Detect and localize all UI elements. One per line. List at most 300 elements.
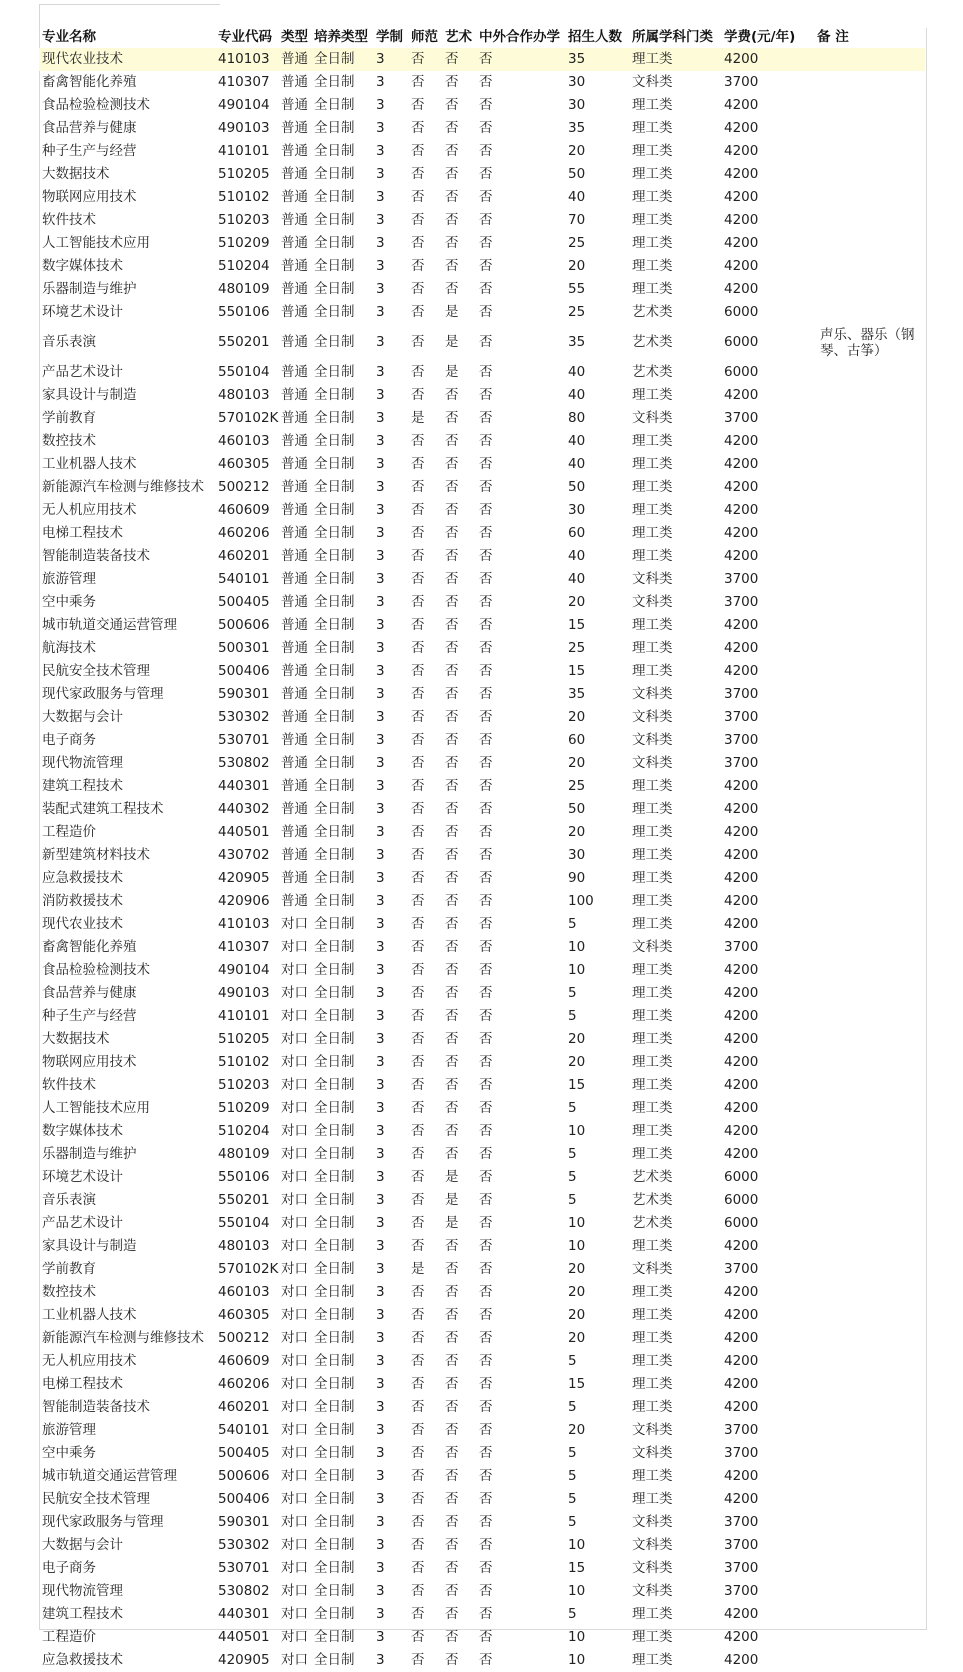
cell-column-type[interactable]: 普通 xyxy=(281,479,308,495)
cell-column-art[interactable]: 否 xyxy=(445,1031,459,1047)
cell-column-training[interactable]: 全日制 xyxy=(314,1261,355,1277)
cell-column-category[interactable]: 文科类 xyxy=(632,1583,673,1599)
cell-column-note[interactable] xyxy=(814,209,925,232)
cell-column-fee[interactable]: 4200 xyxy=(724,548,759,564)
cell-column-training[interactable]: 全日制 xyxy=(314,456,355,472)
cell-column-art[interactable]: 否 xyxy=(445,456,459,472)
cell-column-fee[interactable]: 4200 xyxy=(724,617,759,633)
table-row[interactable] xyxy=(39,637,925,660)
cell-column-art[interactable]: 否 xyxy=(445,120,459,136)
cell-column-fee[interactable]: 4200 xyxy=(724,212,759,228)
cell-column-category[interactable]: 文科类 xyxy=(632,594,673,610)
cell-column-quota[interactable]: 5 xyxy=(568,1468,577,1484)
cell-column-code[interactable]: 510205 xyxy=(218,166,270,182)
cell-column-art[interactable]: 否 xyxy=(445,801,459,817)
cell-column-duration[interactable]: 3 xyxy=(376,1261,385,1277)
cell-column-name[interactable]: 畜禽智能化养殖 xyxy=(42,74,137,90)
cell-column-category[interactable]: 理工类 xyxy=(632,1629,673,1645)
cell-column-fee[interactable]: 3700 xyxy=(724,1445,759,1461)
cell-column-art[interactable]: 是 xyxy=(445,334,459,350)
cell-column-code[interactable]: 500405 xyxy=(218,1445,270,1461)
table-row[interactable] xyxy=(39,163,925,186)
cell-column-code[interactable]: 550104 xyxy=(218,1215,270,1231)
cell-column-art[interactable]: 否 xyxy=(445,571,459,587)
cell-column-fee[interactable]: 4200 xyxy=(724,1307,759,1323)
table-row[interactable] xyxy=(39,232,925,255)
cell-column-duration[interactable]: 3 xyxy=(376,1376,385,1392)
cell-column-art[interactable]: 否 xyxy=(445,1560,459,1576)
cell-column-note[interactable] xyxy=(814,163,925,186)
cell-column-art[interactable]: 否 xyxy=(445,258,459,274)
cell-column-name[interactable]: 学前教育 xyxy=(42,410,96,426)
cell-column-name[interactable]: 工业机器人技术 xyxy=(42,1307,137,1323)
cell-column-training[interactable]: 全日制 xyxy=(314,1146,355,1162)
cell-column-note[interactable] xyxy=(814,430,925,453)
cell-column-training[interactable]: 全日制 xyxy=(314,847,355,863)
cell-column-fee[interactable]: 4200 xyxy=(724,1054,759,1070)
cell-column-quota[interactable]: 5 xyxy=(568,1514,577,1530)
table-row[interactable] xyxy=(39,752,925,775)
cell-column-duration[interactable]: 3 xyxy=(376,120,385,136)
cell-column-type[interactable]: 普通 xyxy=(281,433,308,449)
cell-column-note[interactable] xyxy=(814,729,925,752)
cell-column-fee[interactable]: 4200 xyxy=(724,1491,759,1507)
cell-column-code[interactable]: 510204 xyxy=(218,1123,270,1139)
cell-column-quota[interactable]: 10 xyxy=(568,1583,586,1599)
cell-column-training[interactable]: 全日制 xyxy=(314,985,355,1001)
cell-column-type[interactable]: 对口 xyxy=(281,1422,308,1438)
cell-column-type[interactable]: 普通 xyxy=(281,334,308,350)
cell-column-art[interactable]: 否 xyxy=(445,686,459,702)
cell-column-type[interactable]: 对口 xyxy=(281,1376,308,1392)
cell-column-category[interactable]: 理工类 xyxy=(632,1353,673,1369)
cell-column-code[interactable]: 510102 xyxy=(218,1054,270,1070)
cell-column-duration[interactable]: 3 xyxy=(376,212,385,228)
cell-column-duration[interactable]: 3 xyxy=(376,962,385,978)
cell-column-art[interactable]: 否 xyxy=(445,1514,459,1530)
cell-column-training[interactable]: 全日制 xyxy=(314,1077,355,1093)
cell-column-duration[interactable]: 3 xyxy=(376,1100,385,1116)
cell-column-quota[interactable]: 5 xyxy=(568,1606,577,1622)
cell-column-note[interactable] xyxy=(814,1373,925,1396)
cell-column-category[interactable]: 理工类 xyxy=(632,801,673,817)
cell-column-type[interactable]: 普通 xyxy=(281,143,308,159)
cell-column-code[interactable]: 530802 xyxy=(218,755,270,771)
cell-column-duration[interactable]: 3 xyxy=(376,479,385,495)
cell-column-quota[interactable]: 25 xyxy=(568,304,586,320)
cell-column-duration[interactable]: 3 xyxy=(376,1422,385,1438)
cell-column-category[interactable]: 文科类 xyxy=(632,709,673,725)
cell-column-name[interactable]: 环境艺术设计 xyxy=(42,1169,123,1185)
cell-column-note[interactable] xyxy=(814,1603,925,1626)
cell-column-name[interactable]: 工业机器人技术 xyxy=(42,456,137,472)
cell-column-type[interactable]: 普通 xyxy=(278,48,311,71)
cell-column-name[interactable]: 家具设计与制造 xyxy=(42,387,137,403)
cell-column-note[interactable] xyxy=(814,140,925,163)
cell-column-name[interactable]: 空中乘务 xyxy=(42,594,96,610)
cell-column-training[interactable]: 全日制 xyxy=(314,1606,355,1622)
cell-column-code[interactable]: 460206 xyxy=(218,525,270,541)
cell-column-code[interactable]: 500212 xyxy=(218,479,270,495)
cell-column-normal[interactable]: 否 xyxy=(411,304,425,320)
table-row[interactable] xyxy=(39,775,925,798)
cell-column-quota[interactable]: 20 xyxy=(568,1284,586,1300)
cell-column-fee[interactable]: 4200 xyxy=(724,235,759,251)
cell-column-code[interactable]: 510209 xyxy=(218,1100,270,1116)
cell-column-normal[interactable]: 否 xyxy=(411,1238,425,1254)
cell-column-sino-foreign[interactable]: 否 xyxy=(479,189,493,205)
cell-column-category[interactable]: 理工类 xyxy=(632,1491,673,1507)
cell-column-category[interactable]: 理工类 xyxy=(632,962,673,978)
cell-column-training[interactable]: 全日制 xyxy=(314,1537,355,1553)
cell-column-art[interactable]: 否 xyxy=(445,433,459,449)
cell-column-category[interactable]: 理工类 xyxy=(632,893,673,909)
cell-column-quota[interactable]: 5 xyxy=(568,1169,577,1185)
cell-column-note[interactable] xyxy=(814,453,925,476)
cell-column-training[interactable]: 全日制 xyxy=(314,893,355,909)
cell-column-sino-foreign[interactable]: 否 xyxy=(479,334,493,350)
cell-column-training[interactable]: 全日制 xyxy=(314,479,355,495)
cell-column-sino-foreign[interactable]: 否 xyxy=(479,364,493,380)
cell-column-code[interactable]: 500212 xyxy=(218,1330,270,1346)
cell-column-note[interactable] xyxy=(814,1649,925,1672)
cell-column-sino-foreign[interactable]: 否 xyxy=(479,456,493,472)
cell-column-note[interactable] xyxy=(814,614,925,637)
cell-column-fee[interactable]: 4200 xyxy=(724,258,759,274)
cell-column-art[interactable]: 否 xyxy=(445,663,459,679)
cell-column-fee[interactable]: 4200 xyxy=(724,1376,759,1392)
cell-column-category[interactable]: 文科类 xyxy=(632,1537,673,1553)
cell-column-note[interactable] xyxy=(814,913,925,936)
cell-column-type[interactable]: 对口 xyxy=(281,1284,308,1300)
cell-column-type[interactable]: 对口 xyxy=(281,1169,308,1185)
cell-column-category[interactable]: 文科类 xyxy=(632,686,673,702)
cell-column-type[interactable]: 普通 xyxy=(281,594,308,610)
table-row[interactable] xyxy=(39,301,925,324)
cell-column-normal[interactable]: 否 xyxy=(411,166,425,182)
cell-column-duration[interactable]: 3 xyxy=(376,143,385,159)
cell-column-quota[interactable]: 5 xyxy=(568,1445,577,1461)
cell-column-name[interactable]: 空中乘务 xyxy=(42,1445,96,1461)
table-row[interactable] xyxy=(39,1235,925,1258)
header-column-art[interactable]: 艺术 xyxy=(445,28,472,45)
cell-column-normal[interactable]: 否 xyxy=(411,709,425,725)
cell-column-type[interactable]: 普通 xyxy=(281,824,308,840)
cell-column-sino-foreign[interactable]: 否 xyxy=(479,1192,493,1208)
cell-column-code[interactable]: 510102 xyxy=(218,189,270,205)
cell-column-training[interactable]: 全日制 xyxy=(314,709,355,725)
cell-column-sino-foreign[interactable]: 否 xyxy=(479,1583,493,1599)
cell-column-quota[interactable]: 20 xyxy=(568,824,586,840)
table-row[interactable] xyxy=(39,1143,925,1166)
cell-column-quota[interactable]: 20 xyxy=(568,755,586,771)
cell-column-sino-foreign[interactable]: 否 xyxy=(479,1330,493,1346)
cell-column-fee[interactable]: 4200 xyxy=(724,1399,759,1415)
cell-column-type[interactable]: 对口 xyxy=(281,1652,308,1668)
cell-column-duration[interactable]: 3 xyxy=(376,1629,385,1645)
cell-column-art[interactable]: 是 xyxy=(445,364,459,380)
table-row[interactable] xyxy=(39,1281,925,1304)
cell-column-category[interactable]: 理工类 xyxy=(632,525,673,541)
cell-column-duration[interactable]: 3 xyxy=(376,410,385,426)
cell-column-code[interactable]: 540101 xyxy=(218,571,270,587)
cell-column-art[interactable]: 否 xyxy=(445,281,459,297)
cell-column-duration[interactable]: 3 xyxy=(376,1491,385,1507)
cell-column-name[interactable]: 建筑工程技术 xyxy=(42,1606,123,1622)
cell-column-note[interactable] xyxy=(814,1465,925,1488)
cell-column-quota[interactable]: 20 xyxy=(568,258,586,274)
cell-column-fee[interactable]: 4200 xyxy=(724,640,759,656)
cell-column-sino-foreign[interactable]: 否 xyxy=(479,212,493,228)
cell-column-duration[interactable]: 3 xyxy=(376,1307,385,1323)
cell-column-art[interactable]: 否 xyxy=(445,1376,459,1392)
cell-column-category[interactable]: 理工类 xyxy=(632,1376,673,1392)
cell-column-code[interactable]: 550201 xyxy=(218,334,270,350)
cell-column-name[interactable]: 软件技术 xyxy=(42,1077,96,1093)
cell-column-training[interactable]: 全日制 xyxy=(314,686,355,702)
cell-column-sino-foreign[interactable]: 否 xyxy=(479,304,493,320)
table-row[interactable] xyxy=(39,117,925,140)
cell-column-duration[interactable]: 3 xyxy=(376,1606,385,1622)
cell-column-art[interactable]: 否 xyxy=(445,1353,459,1369)
cell-column-training[interactable]: 全日制 xyxy=(314,1560,355,1576)
cell-column-code[interactable]: 460103 xyxy=(218,433,270,449)
cell-column-sino-foreign[interactable]: 否 xyxy=(479,548,493,564)
cell-column-name[interactable]: 城市轨道交通运营管理 xyxy=(42,1468,177,1484)
cell-column-name[interactable]: 物联网应用技术 xyxy=(42,1054,137,1070)
cell-column-note[interactable] xyxy=(814,232,925,255)
table-row[interactable] xyxy=(39,1396,925,1419)
cell-column-code[interactable]: 490104 xyxy=(218,962,270,978)
cell-column-note[interactable] xyxy=(814,683,925,706)
cell-column-sino-foreign[interactable]: 否 xyxy=(479,801,493,817)
cell-column-code[interactable]: 480109 xyxy=(218,1146,270,1162)
cell-column-training[interactable]: 全日制 xyxy=(314,1169,355,1185)
cell-column-type[interactable]: 对口 xyxy=(281,985,308,1001)
cell-column-name[interactable]: 航海技术 xyxy=(42,640,96,656)
cell-column-duration[interactable]: 3 xyxy=(376,686,385,702)
table-row[interactable] xyxy=(39,1442,925,1465)
cell-column-fee[interactable]: 4200 xyxy=(724,1606,759,1622)
cell-column-art[interactable]: 否 xyxy=(445,1146,459,1162)
cell-column-category[interactable]: 理工类 xyxy=(632,479,673,495)
cell-column-fee[interactable]: 3700 xyxy=(724,571,759,587)
cell-column-name[interactable]: 新型建筑材料技术 xyxy=(42,847,150,863)
table-row[interactable] xyxy=(39,545,925,568)
cell-column-quota[interactable]: 10 xyxy=(568,1537,586,1553)
cell-column-name[interactable]: 无人机应用技术 xyxy=(42,502,137,518)
table-row[interactable] xyxy=(39,186,925,209)
cell-column-sino-foreign[interactable]: 否 xyxy=(479,502,493,518)
cell-column-normal[interactable]: 否 xyxy=(411,189,425,205)
cell-column-duration[interactable]: 3 xyxy=(376,1353,385,1369)
cell-column-category[interactable]: 文科类 xyxy=(632,939,673,955)
table-row[interactable] xyxy=(39,361,925,384)
table-row[interactable] xyxy=(39,890,925,913)
table-row[interactable] xyxy=(39,1534,925,1557)
cell-column-training[interactable]: 全日制 xyxy=(314,143,355,159)
cell-column-name[interactable]: 物联网应用技术 xyxy=(42,189,137,205)
cell-column-normal[interactable]: 否 xyxy=(408,48,442,71)
cell-column-quota[interactable]: 10 xyxy=(568,1238,586,1254)
cell-column-note[interactable] xyxy=(814,1005,925,1028)
cell-column-name[interactable]: 旅游管理 xyxy=(42,1422,96,1438)
cell-column-normal[interactable]: 否 xyxy=(411,640,425,656)
cell-column-note[interactable] xyxy=(814,798,925,821)
cell-column-quota[interactable]: 5 xyxy=(568,1491,577,1507)
cell-column-fee[interactable]: 4200 xyxy=(724,985,759,1001)
cell-column-art[interactable]: 是 xyxy=(445,1215,459,1231)
cell-column-sino-foreign[interactable]: 否 xyxy=(479,74,493,90)
cell-column-duration[interactable]: 3 xyxy=(376,916,385,932)
cell-column-name[interactable]: 数字媒体技术 xyxy=(42,258,123,274)
cell-column-name[interactable]: 无人机应用技术 xyxy=(42,1353,137,1369)
cell-column-normal[interactable]: 否 xyxy=(411,1445,425,1461)
cell-column-normal[interactable]: 否 xyxy=(411,1606,425,1622)
cell-column-duration[interactable]: 3 xyxy=(376,847,385,863)
cell-column-name[interactable]: 现代物流管理 xyxy=(42,1583,123,1599)
cell-column-duration[interactable]: 3 xyxy=(376,1537,385,1553)
cell-column-note[interactable]: 声乐、器乐（钢琴、古筝） xyxy=(820,326,915,359)
cell-column-normal[interactable]: 否 xyxy=(411,1422,425,1438)
cell-column-fee[interactable]: 4200 xyxy=(724,433,759,449)
cell-column-fee[interactable]: 4200 xyxy=(724,1031,759,1047)
cell-column-fee[interactable]: 3700 xyxy=(724,1261,759,1277)
cell-column-code[interactable]: 460201 xyxy=(218,1399,270,1415)
cell-column-name[interactable]: 数控技术 xyxy=(42,433,96,449)
cell-column-duration[interactable]: 3 xyxy=(376,985,385,1001)
cell-column-normal[interactable]: 否 xyxy=(411,732,425,748)
cell-column-art[interactable]: 否 xyxy=(445,525,459,541)
cell-column-category[interactable]: 理工类 xyxy=(632,1468,673,1484)
cell-column-category[interactable]: 理工类 xyxy=(632,1031,673,1047)
table-row[interactable] xyxy=(39,660,925,683)
header-column-fee[interactable]: 学费(元/年) xyxy=(724,28,796,45)
cell-column-art[interactable]: 否 xyxy=(445,212,459,228)
cell-column-code[interactable]: 440501 xyxy=(218,1629,270,1645)
cell-column-sino-foreign[interactable]: 否 xyxy=(479,479,493,495)
cell-column-training[interactable]: 全日制 xyxy=(311,48,373,71)
cell-column-quota[interactable]: 15 xyxy=(568,663,586,679)
cell-column-code[interactable]: 570102K xyxy=(218,410,279,426)
cell-column-normal[interactable]: 否 xyxy=(411,1307,425,1323)
cell-column-quota[interactable]: 15 xyxy=(568,1376,586,1392)
cell-column-quota[interactable]: 25 xyxy=(568,640,586,656)
cell-column-quota[interactable]: 5 xyxy=(568,916,577,932)
table-row[interactable] xyxy=(39,1120,925,1143)
cell-column-duration[interactable]: 3 xyxy=(376,1330,385,1346)
cell-column-sino-foreign[interactable]: 否 xyxy=(479,1215,493,1231)
cell-column-training[interactable]: 全日制 xyxy=(314,502,355,518)
cell-column-normal[interactable]: 否 xyxy=(411,778,425,794)
cell-column-category[interactable]: 理工类 xyxy=(632,387,673,403)
cell-column-type[interactable]: 对口 xyxy=(281,939,308,955)
cell-column-normal[interactable]: 否 xyxy=(411,847,425,863)
cell-column-art[interactable]: 否 xyxy=(445,189,459,205)
cell-column-training[interactable]: 全日制 xyxy=(314,1031,355,1047)
cell-column-sino-foreign[interactable]: 否 xyxy=(479,686,493,702)
cell-column-code[interactable]: 500606 xyxy=(218,1468,270,1484)
cell-column-category[interactable]: 理工类 xyxy=(632,1238,673,1254)
cell-column-note[interactable] xyxy=(814,1327,925,1350)
cell-column-training[interactable]: 全日制 xyxy=(314,1192,355,1208)
cell-column-category[interactable]: 文科类 xyxy=(632,571,673,587)
cell-column-duration[interactable]: 3 xyxy=(376,870,385,886)
cell-column-training[interactable]: 全日制 xyxy=(314,778,355,794)
cell-column-normal[interactable]: 否 xyxy=(411,1468,425,1484)
cell-column-quota[interactable]: 60 xyxy=(568,732,586,748)
cell-column-type[interactable]: 对口 xyxy=(281,962,308,978)
cell-column-duration[interactable]: 3 xyxy=(376,1583,385,1599)
cell-column-art[interactable]: 否 xyxy=(445,1123,459,1139)
cell-column-duration[interactable]: 3 xyxy=(376,824,385,840)
table-row[interactable] xyxy=(39,1419,925,1442)
cell-column-normal[interactable]: 否 xyxy=(411,433,425,449)
cell-column-sino-foreign[interactable]: 否 xyxy=(479,1560,493,1576)
header-column-normal[interactable]: 师范 xyxy=(411,28,438,45)
cell-column-art[interactable]: 否 xyxy=(445,1261,459,1277)
cell-column-art[interactable]: 否 xyxy=(445,640,459,656)
cell-column-name[interactable]: 现代物流管理 xyxy=(42,755,123,771)
table-row[interactable] xyxy=(39,384,925,407)
cell-column-quota[interactable]: 35 xyxy=(565,48,629,71)
cell-column-name[interactable]: 民航安全技术管理 xyxy=(42,663,150,679)
cell-column-normal[interactable]: 否 xyxy=(411,985,425,1001)
cell-column-sino-foreign[interactable]: 否 xyxy=(479,870,493,886)
cell-column-training[interactable]: 全日制 xyxy=(314,1307,355,1323)
cell-column-type[interactable]: 对口 xyxy=(281,1583,308,1599)
cell-column-art[interactable]: 是 xyxy=(445,1169,459,1185)
cell-column-name[interactable]: 电子商务 xyxy=(42,1560,96,1576)
table-row[interactable] xyxy=(39,140,925,163)
cell-column-category[interactable]: 理工类 xyxy=(632,1100,673,1116)
cell-column-note[interactable] xyxy=(814,591,925,614)
cell-column-sino-foreign[interactable]: 否 xyxy=(479,1422,493,1438)
cell-column-type[interactable]: 普通 xyxy=(281,548,308,564)
header-column-training[interactable]: 培养类型 xyxy=(314,28,368,45)
cell-column-art[interactable]: 否 xyxy=(445,410,459,426)
cell-column-code[interactable]: 440301 xyxy=(218,1606,270,1622)
cell-column-fee[interactable]: 4200 xyxy=(724,1652,759,1668)
table-row[interactable] xyxy=(39,821,925,844)
cell-column-fee[interactable]: 4200 xyxy=(724,663,759,679)
cell-column-training[interactable]: 全日制 xyxy=(314,594,355,610)
cell-column-note[interactable] xyxy=(814,499,925,522)
cell-column-quota[interactable]: 20 xyxy=(568,1422,586,1438)
table-row[interactable] xyxy=(39,499,925,522)
cell-column-code[interactable]: 410101 xyxy=(218,143,270,159)
cell-column-training[interactable]: 全日制 xyxy=(314,1008,355,1024)
cell-column-sino-foreign[interactable]: 否 xyxy=(479,847,493,863)
cell-column-category[interactable]: 理工类 xyxy=(632,617,673,633)
cell-column-training[interactable]: 全日制 xyxy=(314,1468,355,1484)
cell-column-training[interactable]: 全日制 xyxy=(314,1284,355,1300)
cell-column-normal[interactable]: 否 xyxy=(411,1583,425,1599)
cell-column-category[interactable]: 文科类 xyxy=(632,1445,673,1461)
cell-column-name[interactable]: 消防救援技术 xyxy=(42,893,123,909)
cell-column-sino-foreign[interactable]: 否 xyxy=(479,1077,493,1093)
cell-column-art[interactable]: 否 xyxy=(445,1445,459,1461)
cell-column-quota[interactable]: 5 xyxy=(568,1100,577,1116)
cell-column-normal[interactable]: 否 xyxy=(411,1629,425,1645)
table-row[interactable] xyxy=(39,453,925,476)
cell-column-sino-foreign[interactable]: 否 xyxy=(479,916,493,932)
cell-column-quota[interactable]: 10 xyxy=(568,962,586,978)
cell-column-category[interactable]: 理工类 xyxy=(632,847,673,863)
cell-column-name[interactable]: 大数据技术 xyxy=(42,1031,110,1047)
cell-column-art[interactable]: 否 xyxy=(445,1100,459,1116)
cell-column-code[interactable]: 460305 xyxy=(218,456,270,472)
